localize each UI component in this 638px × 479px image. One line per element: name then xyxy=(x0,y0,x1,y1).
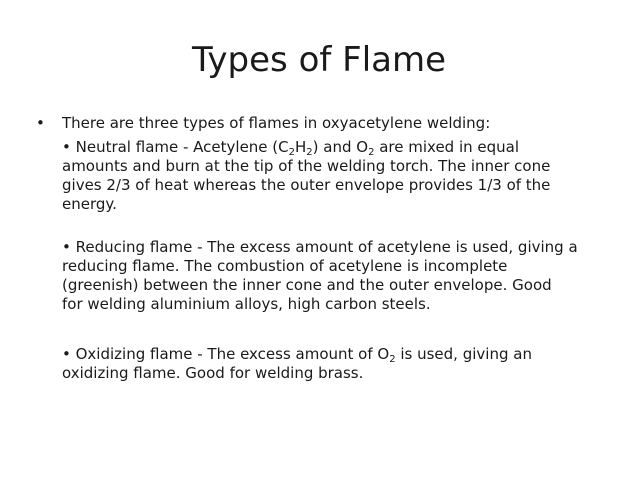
slide-title: Types of Flame xyxy=(191,40,447,80)
bullet-marker: • xyxy=(36,114,45,132)
reducing-line-3: (greenish) between the inner cone and the outer envelope. Good xyxy=(62,276,552,294)
neutral-line-2: amounts and burn at the tip of the welding torch. The inner cone xyxy=(62,157,551,175)
reducing-line-2: reducing flame. The combustion of acetylene is incomplete xyxy=(62,257,508,275)
oxidizing-line-2: oxidizing flame. Good for welding brass. xyxy=(62,364,364,382)
reducing-line-1: • Reducing flame - The excess amount of acetylene is used, giving a xyxy=(62,238,578,256)
neutral-line-1: • Neutral flame - Acetylene $(C_2H_2)$ and $O_2$ are mixed in equal xyxy=(62,138,520,158)
neutral-line-3: gives 2/3 of heat whereas the outer envelope provides 1/3 of the xyxy=(62,176,551,194)
oxidizing-line-1: • Oxidizing flame - The excess amount of $O_2$ is used, giving an xyxy=(62,345,532,365)
oxidizing-flame-paragraph xyxy=(62,345,622,383)
neutral-line-4: energy. xyxy=(62,195,117,213)
neutral-flame-paragraph xyxy=(62,138,622,214)
intro-text: There are three types of flames in oxyacetylene welding: xyxy=(62,114,491,132)
reducing-flame-paragraph xyxy=(62,238,622,314)
reducing-line-4: for welding aluminium alloys, high carbon steels. xyxy=(62,295,431,313)
